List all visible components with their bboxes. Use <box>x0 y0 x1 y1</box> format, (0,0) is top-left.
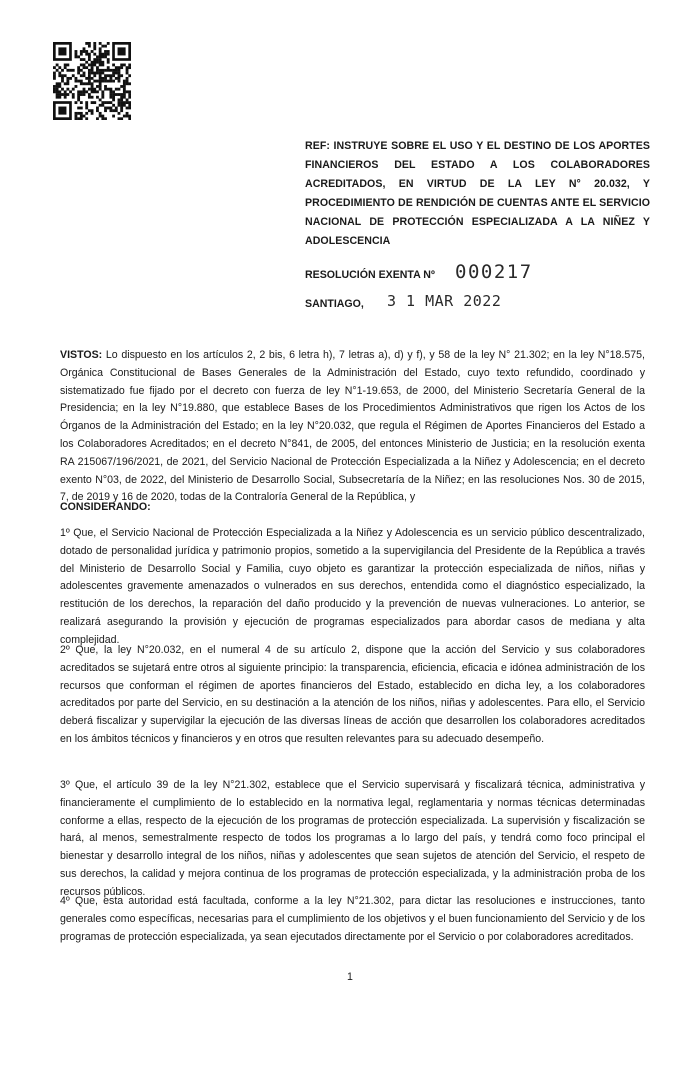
considerando-paragraph-1: 1º Que, el Servicio Nacional de Protección Especializada a la Niñez y Adolescencia es un servicio público descentralizado, dotado de personalidad jurídica y patrimonio propios, sometido a la supervigilancia del Presidente de la República a través del Ministerio de Desarrollo Social y Familia, cuyo objeto es garantizar la protección especializada de niños, niñas y adolescentes gravemente amenazados o vulnerados en sus derechos, entendida como el diagnóstico especializado, la restitución de los derechos, la reparación del daño producido y la prevención de nuevas vulneraciones. Lo anterior, se realizará asegurando la provisión y ejecución de programas especializados para abordar casos de mediana y alta complejidad. <box>60 527 645 646</box>
qr-code-icon <box>53 42 131 120</box>
considerando-paragraph-3: 3º Que, el artículo 39 de la ley N°21.302, establece que el Servicio supervisará y fiscalizará técnica, administrativa y financieramente el cumplimiento de lo establecido en la normativa legal, reglamentaria y normas técnicas determinadas conforme a ellas, respecto de la ejecución de los programas de protección especializada. La supervisión y fiscalización se hará, al menos, semestralmente respecto de todos los programas a lo largo del país, y tendrá como foco principal el bienestar y desarrollo integral de los niños, niñas y adolescentes que sean sujetos de atención del Servicio, el respeto de sus derechos, la calidad y mejora continua de los programas de protección especializada, y la administración proba de los recursos públicos. <box>60 779 645 898</box>
page-number: 1 <box>347 971 353 983</box>
place-date-line <box>305 292 665 316</box>
considerando-heading: CONSIDERANDO: <box>60 501 151 513</box>
vistos-text: Lo dispuesto en los artículos 2, 2 bis, 6 letra h), 7 letras a), d) y f), y 58 de la ley N° 21.302; en la ley N°18.575, Orgánica Constitucional de Bases Generales de la Administración del Estado, cuyo texto refundido, coordinado y sistematizado fue fijado por el decreto con fuerza de ley N°1-19.653, de 2000, del Ministerio Secretaría General de la Presidencia; en la ley N°19.880, que establece Bases de los Procedimientos Administrativos que rigen los Actos de los Órganos de la Administración del Estado; en la ley N°20.032, que regula el Régimen de Aportes Financieros del Estado a los Colaboradores Acreditados; en el decreto N°841, de 2005, del entonces Ministerio de Justicia; en la resolución exenta RA 215067/196/2021, de 2021, del Servicio Nacional de Protección Especializada a la Niñez y Adolescencia; en el decreto exento N°03, de 2022, del Ministerio de Desarrollo Social, Subsecretaría de la Niñez; en las resoluciones Nos. 30 de 2015, 7, de 2019 y 16 de 2020, todas de la Contraloría General de la República, y <box>60 349 645 504</box>
considerando-paragraph-4: 4º Que, esta autoridad está facultada, conforme a la ley N°21.302, para dictar las resoluciones e instrucciones, tanto generales como específicas, necesarias para el cumplimiento de los objetivos y el buen funcionamiento del Servicio y de los programas de protección especializada, ya sean ejecutados directamente por el Servicio o por colaboradores acreditados. <box>60 895 645 943</box>
resolution-label: RESOLUCIÓN EXENTA Nº <box>305 269 435 281</box>
ref-block: REF: INSTRUYE SOBRE EL USO Y EL DESTINO DE LOS APORTES FINANCIEROS DEL ESTADO A LOS COLABORADORES ACREDITADOS, EN VIRTUD DE LA LEY N° 20.032, Y PROCEDIMIENTO DE RENDICIÓN DE CUENTAS ANTE EL SERVICIO NACIONAL DE PROTECCIÓN ESPECIALIZADA A LA NIÑEZ Y ADOLESCENCIA <box>305 140 650 247</box>
resolution-line <box>305 261 665 291</box>
considerando-paragraph-2: 2º Que, la ley N°20.032, en el numeral 4 de su artículo 2, dispone que la acción del Servicio y sus colaboradores acreditados se sujetará entre otros al siguiente principio: la transparencia, eficiencia, eficacia e idónea administración de los recursos que conforman el régimen de aportes financieros del Estado, establecido en dicha ley, a los colaboradores acreditados por parte del Servicio, en su destinación a la atención de los niños, niñas y adolescentes. Para ello, el Servicio deberá fiscalizar y supervigilar la ejecución de las diversas líneas de acción que desarrollen los colaboradores acreditados en los ámbitos técnicos y financieros y en otros que resulten relevantes para su adecuado desempeño. <box>60 644 645 745</box>
vistos-heading: VISTOS: <box>60 349 103 361</box>
place-label: SANTIAGO, <box>305 298 364 310</box>
vistos-paragraph <box>60 347 645 507</box>
date-stamp: 3 1 MAR 2022 <box>387 292 502 310</box>
resolution-number-stamp: 000217 <box>455 261 533 283</box>
